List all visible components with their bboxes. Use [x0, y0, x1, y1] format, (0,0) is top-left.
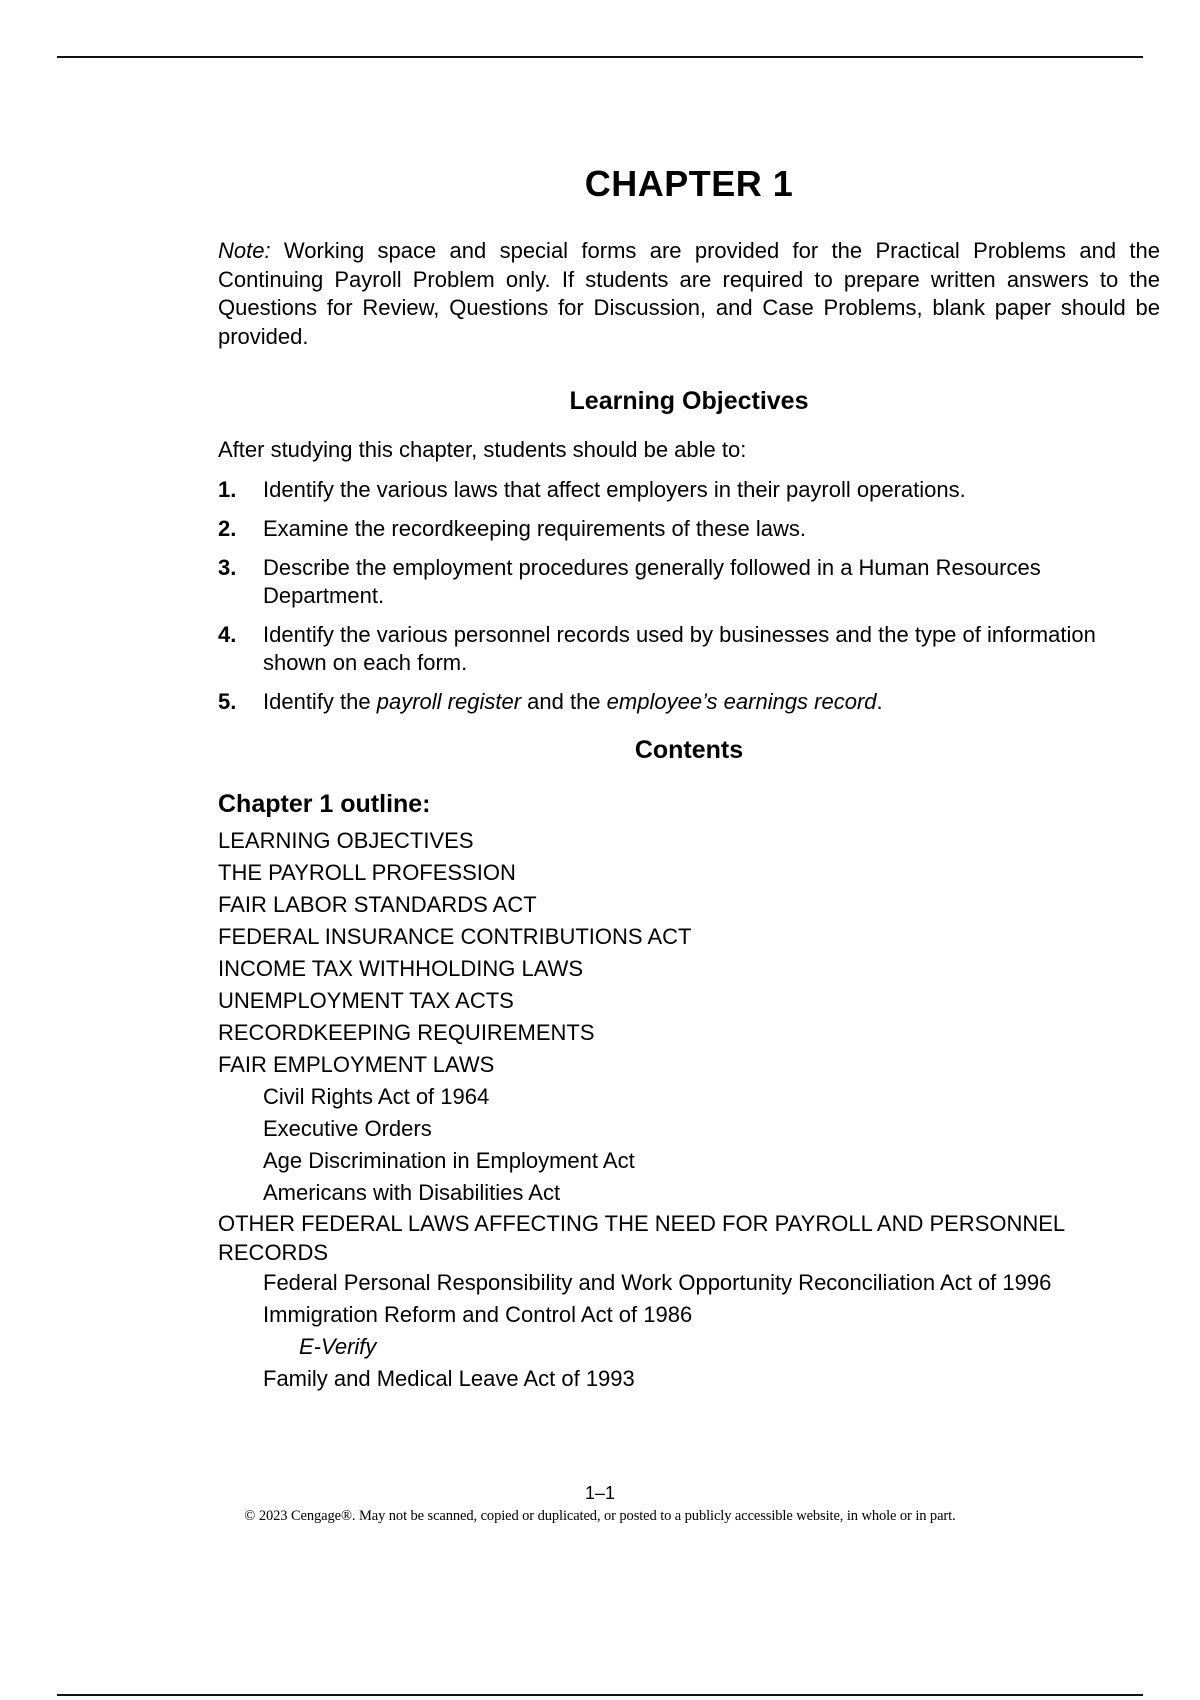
- objective-text: Identify the various laws that affect employers in their payroll operations.: [263, 477, 966, 503]
- outline-item: INCOME TAX WITHHOLDING LAWS: [218, 956, 584, 982]
- outline-item: FEDERAL INSURANCE CONTRIBUTIONS ACT: [218, 924, 692, 950]
- objective-term-earnings-record: employee’s earnings record: [606, 689, 877, 715]
- learning-objectives-heading: Learning Objectives: [569, 387, 809, 416]
- outline-item: THE PAYROLL PROFESSION: [218, 860, 516, 886]
- outline-subitem: Civil Rights Act of 1964: [263, 1084, 490, 1110]
- outline-item: FAIR LABOR STANDARDS ACT: [218, 892, 537, 918]
- outline-subitem: Age Discrimination in Employment Act: [263, 1148, 635, 1174]
- objective-item: [218, 621, 1160, 677]
- outline-subitem: Family and Medical Leave Act of 1993: [263, 1366, 635, 1392]
- note-text: Working space and special forms are provided for the Practical Problems and the Continuing Payroll Problem only. If students are required to prepare written answers to the Questions for Review, Questions for Discussion, and Case Problems, blank paper should be provided.: [218, 238, 1160, 349]
- objective-number: 1.: [218, 477, 237, 503]
- contents-heading: Contents: [634, 736, 744, 765]
- objective-item: [218, 476, 1160, 504]
- objective-term-payroll-register: payroll register: [376, 689, 522, 715]
- objective-number: 3.: [218, 555, 237, 581]
- outline-item: LEARNING OBJECTIVES: [218, 828, 474, 854]
- chapter-title: CHAPTER 1: [584, 163, 794, 204]
- objective-text: Examine the recordkeeping requirements of these laws.: [263, 516, 806, 542]
- objective-text: Identify the various personnel records used by businesses and the type of information shown on each form.: [263, 622, 1096, 676]
- outline-item: FAIR EMPLOYMENT LAWS: [218, 1052, 495, 1078]
- objectives-intro: After studying this chapter, students should be able to:: [218, 437, 747, 463]
- objective-number: 4.: [218, 622, 237, 648]
- outline-subitem: Immigration Reform and Control Act of 1986: [263, 1302, 693, 1328]
- objectives-list: [218, 476, 1160, 716]
- outline-label: Chapter 1 outline:: [218, 790, 431, 819]
- outline-list: [218, 825, 1160, 1395]
- outline-item: UNEMPLOYMENT TAX ACTS: [218, 988, 514, 1014]
- objective-text-b: and the: [521, 689, 607, 715]
- objective-item: [218, 515, 1160, 543]
- objective-text-a: Identify the: [263, 689, 377, 715]
- outline-subsubitem: E-Verify: [299, 1334, 377, 1360]
- note-paragraph: [218, 237, 1160, 351]
- outline-item: RECORDKEEPING REQUIREMENTS: [218, 1020, 595, 1046]
- outline-item: OTHER FEDERAL LAWS AFFECTING THE NEED FOR PAYROLL AND PERSONNEL RECORDS: [218, 1211, 1065, 1266]
- copyright-notice: © 2023 Cengage®. May not be scanned, copied or duplicated, or posted to a publicly accessible website, in whole or in part.: [244, 1508, 956, 1524]
- outline-subitem: Americans with Disabilities Act: [263, 1180, 561, 1206]
- objective-text-c: .: [876, 689, 883, 715]
- page-number: 1–1: [584, 1483, 616, 1503]
- objective-item: [218, 688, 1160, 716]
- outline-subitem: Federal Personal Responsibility and Work Opportunity Reconciliation Act of 1996: [263, 1270, 1052, 1296]
- bottom-rule: [57, 1694, 1143, 1696]
- objective-number: 5.: [218, 689, 237, 715]
- note-label: Note:: [218, 238, 271, 263]
- top-rule: [57, 56, 1143, 58]
- page-body: [218, 163, 1160, 1395]
- objective-item: [218, 554, 1160, 610]
- objective-text: Describe the employment procedures generally followed in a Human Resources Department.: [263, 555, 1041, 609]
- outline-subitem: Executive Orders: [263, 1116, 432, 1142]
- objective-number: 2.: [218, 516, 237, 542]
